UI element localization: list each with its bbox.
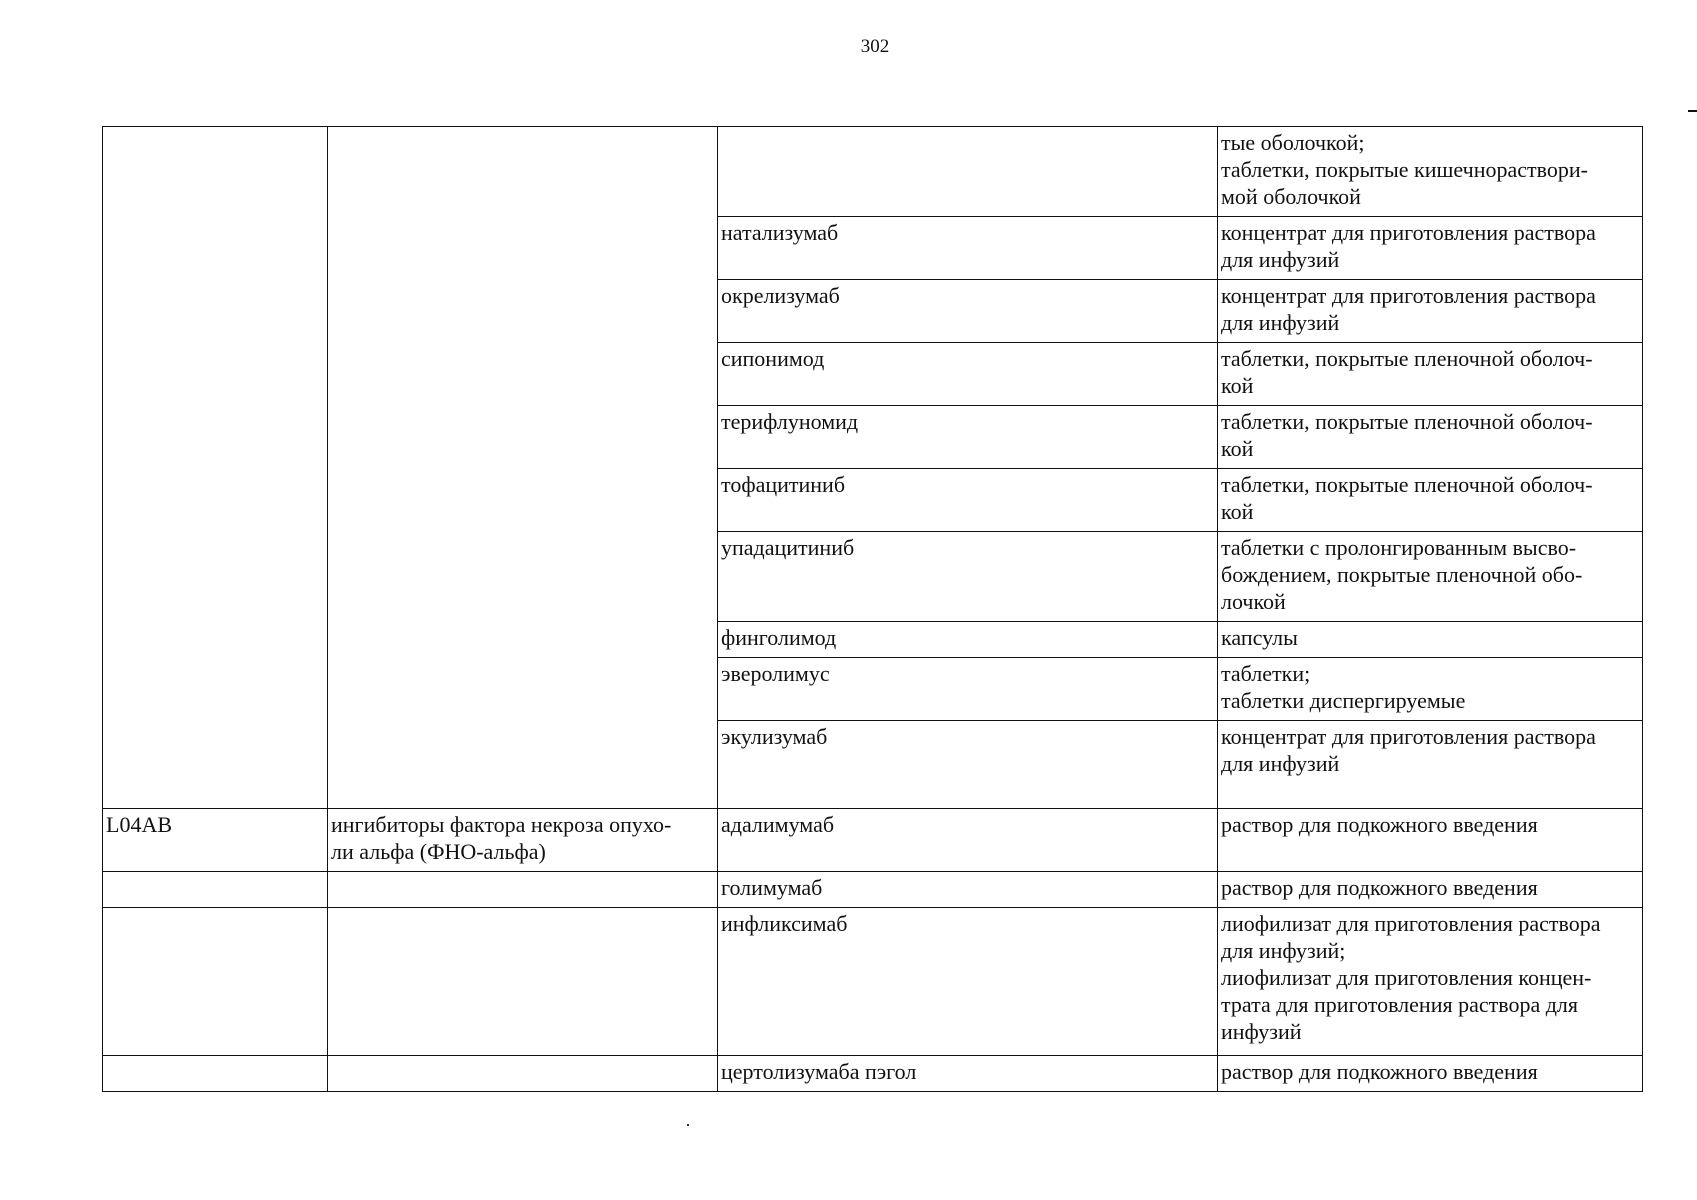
dosage-form-cell: капсулы bbox=[1218, 622, 1643, 658]
dosage-form-cell: концентрат для приготовления раствора для инфузий bbox=[1218, 280, 1643, 343]
atc-code-cell: L04AB bbox=[103, 809, 328, 872]
drug-name-cell: цертолизумаба пэгол bbox=[718, 1056, 1218, 1092]
atc-code-cell bbox=[103, 1056, 328, 1092]
drug-group-cell bbox=[328, 127, 718, 809]
atc-code-cell bbox=[103, 908, 328, 1056]
margin-tick-mark bbox=[1688, 110, 1697, 112]
table-row bbox=[103, 872, 1643, 908]
atc-code-cell bbox=[103, 872, 328, 908]
atc-code-cell bbox=[103, 127, 328, 809]
dosage-form-cell: таблетки, покрытые пленочной оболоч- кой bbox=[1218, 469, 1643, 532]
dosage-form-cell: таблетки, покрытые пленочной оболоч- кой bbox=[1218, 343, 1643, 406]
drug-name-cell: терифлуномид bbox=[718, 406, 1218, 469]
dosage-form-cell: тые оболочкой; таблетки, покрытые кишечнораствори- мой оболочкой bbox=[1218, 127, 1643, 217]
drug-name-cell bbox=[718, 127, 1218, 217]
drug-name-cell: финголимод bbox=[718, 622, 1218, 658]
scan-dot-mark bbox=[687, 1124, 689, 1126]
drug-name-cell: адалимумаб bbox=[718, 809, 1218, 872]
drug-name-cell: голимумаб bbox=[718, 872, 1218, 908]
table-row bbox=[103, 1056, 1643, 1092]
table-row bbox=[103, 127, 1643, 217]
drug-name-cell: эверолимус bbox=[718, 658, 1218, 721]
dosage-form-cell: таблетки; таблетки диспергируемые bbox=[1218, 658, 1643, 721]
drug-group-cell bbox=[328, 908, 718, 1056]
dosage-form-cell: таблетки, покрытые пленочной оболоч- кой bbox=[1218, 406, 1643, 469]
drug-name-cell: инфликсимаб bbox=[718, 908, 1218, 1056]
table-row bbox=[103, 908, 1643, 1056]
drug-name-cell: тофацитиниб bbox=[718, 469, 1218, 532]
medication-table bbox=[102, 126, 1643, 1092]
drug-group-cell bbox=[328, 872, 718, 908]
drug-name-cell: окрелизумаб bbox=[718, 280, 1218, 343]
dosage-form-cell: таблетки с пролонгированным высво- бождением, покрытые пленочной обо- лочкой bbox=[1218, 532, 1643, 622]
drug-group-cell: ингибиторы фактора некроза опухо- ли альфа (ФНО-альфа) bbox=[328, 809, 718, 872]
dosage-form-cell: раствор для подкожного введения bbox=[1218, 1056, 1643, 1092]
drug-name-cell: сипонимод bbox=[718, 343, 1218, 406]
dosage-form-cell: концентрат для приготовления раствора для инфузий bbox=[1218, 721, 1643, 809]
page-number: 302 bbox=[860, 36, 890, 57]
drug-name-cell: упадацитиниб bbox=[718, 532, 1218, 622]
drug-name-cell: натализумаб bbox=[718, 217, 1218, 280]
dosage-form-cell: концентрат для приготовления раствора для инфузий bbox=[1218, 217, 1643, 280]
table-row bbox=[103, 809, 1643, 872]
dosage-form-cell: лиофилизат для приготовления раствора для инфузий; лиофилизат для приготовления концен- трата для приготовления раствора для инфузий bbox=[1218, 908, 1643, 1056]
drug-group-cell bbox=[328, 1056, 718, 1092]
drug-name-cell: экулизумаб bbox=[718, 721, 1218, 809]
dosage-form-cell: раствор для подкожного введения bbox=[1218, 872, 1643, 908]
dosage-form-cell: раствор для подкожного введения bbox=[1218, 809, 1643, 872]
